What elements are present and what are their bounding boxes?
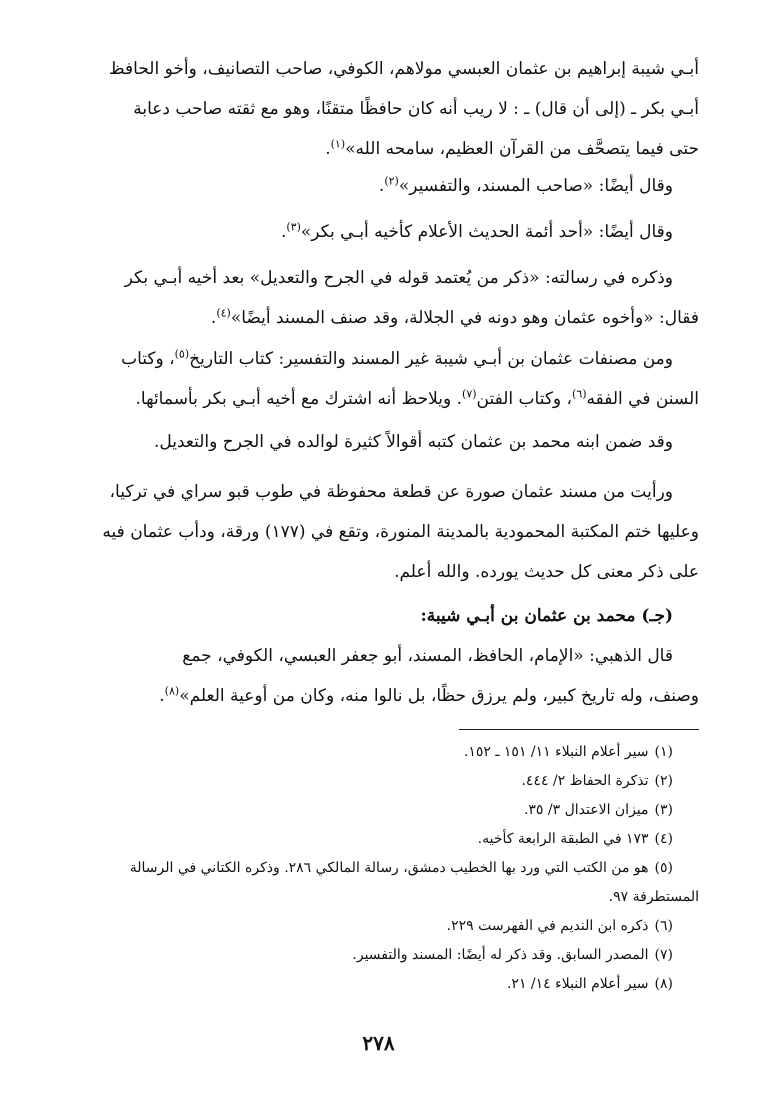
heading-text: (جـ) محمد بن عثمان بن أبـي شيبة: (420, 606, 673, 626)
footnote-text: هو من الكتب التي ورد بها الخطيب دمشق، رسالة المالكي ٢٨٦. وذكره الكتاني في الرسالة (129, 860, 649, 876)
footnote-number: (٨) (654, 976, 673, 992)
footnote-item (57, 970, 699, 999)
paragraph-5 (57, 339, 699, 419)
text-line: أبـي بكر ـ (إلى أن قال) ـ : لا ريب أنه كان حافظًا متقنًا، وهو مع ثقته صاحب دعابة (133, 99, 699, 119)
footnote-text: سير أعلام النبلاء ١٤/ ٢١. (506, 976, 649, 992)
footnote-ref[interactable]: (٥) (174, 347, 190, 361)
paragraph-4 (57, 258, 699, 338)
text-line: فقال: «وأخوه عثمان وهو دونه في الجلالة، وقد صنف المسند أيضًا»$^{(٤)}$. (210, 306, 699, 328)
section-heading (57, 596, 699, 636)
footnote-ref[interactable]: (٢) (384, 174, 399, 188)
text-line: السنن في الفقه$^{(٦)}$، وكتاب الفتن$^{(٧)}$. ويلاحظ أنه اشترك مع أخيه أبـي بكر بأسمائها. (135, 387, 699, 409)
footnote-item (57, 738, 699, 767)
footnote-text: المصدر السابق. وقد ذكر له أيضًا: المسند والتفسير. (352, 947, 649, 963)
footnote-ref[interactable]: (٧) (462, 387, 477, 401)
paragraph-1 (57, 49, 699, 169)
footnote-ref[interactable]: (٦) (572, 387, 587, 401)
footnote-number: (٤) (654, 831, 673, 847)
footnote-number: (٣) (654, 802, 673, 818)
footnote-item (57, 796, 699, 825)
footnote-number: (٥) (654, 860, 673, 876)
footnote-number: (٧) (654, 947, 673, 963)
footnote-separator (459, 729, 699, 730)
paragraph-7 (57, 472, 699, 592)
footnote-ref[interactable]: (٣) (286, 220, 301, 234)
text-line: وقال أيضًا: «صاحب المسند، والتفسير»$^{(٢)}$. (378, 174, 673, 196)
footnote-number: (١) (654, 744, 673, 760)
text-line: حتى فيما يتصحَّف من القرآن العظيم، سامحه الله»$^{(١)}$. (325, 137, 699, 159)
page-number: ٢٧٨ (362, 1031, 395, 1055)
footnote-number: (٢) (654, 773, 673, 789)
footnote-continuation (57, 883, 699, 912)
footnote-text: المستطرفة ٩٧. (608, 889, 699, 905)
paragraph-6 (57, 422, 699, 462)
text-line: وعليها ختم المكتبة المحمودية بالمدينة المنورة، وتقع في (١٧٧) ورقة، ودأب عثمان فيه (102, 522, 699, 542)
footnote-text: ميزان الاعتدال ٣/ ٣٥. (523, 802, 649, 818)
text-line: ورأيت من مسند عثمان صورة عن قطعة محفوظة في طوب قبو سراي في تركيا، (109, 482, 673, 502)
text-line: وذكره في رسالته: «ذكر من يُعتمد قوله في الجرح والتعديل» بعد أخيه أبـي بكر (124, 268, 673, 288)
text-line: ومن مصنفات عثمان بن أبـي شيبة غير المسند والتفسير: كتاب التاريخ$^{(٥)}$، وكتاب (121, 347, 673, 369)
footnote-ref[interactable]: (٤) (216, 306, 231, 320)
paragraph-3 (57, 212, 699, 252)
paragraph-8 (57, 636, 699, 716)
text-line: وقال أيضًا: «أحد أئمة الحديث الأعلام كأخيه أبـي بكر»$^{(٣)}$. (280, 220, 673, 242)
footnote-item (57, 767, 699, 796)
footnote-item (57, 912, 699, 941)
footnote-item (57, 825, 699, 854)
text-line: على ذكر معنى كل حديث يورده. والله أعلم. (394, 562, 699, 582)
paragraph-2 (57, 166, 699, 206)
footnote-text: تذكرة الحفاظ ٢/ ٤٤٤. (521, 773, 649, 789)
footnotes-list (57, 738, 699, 999)
text-line: أبـي شيبة إبراهيم بن عثمان العبسي مولاهم، الكوفي، صاحب التصانيف، وأخو الحافظ (108, 59, 699, 79)
text-line: قال الذهبي: «الإمام، الحافظ، المسند، أبو جعفر العبسي، الكوفي، جمع (182, 646, 673, 666)
text-line: وصنف، وله تاريخ كبير، ولم يرزق حظًا، بل نالوا منه، وكان من أوعية العلم»$^{(٨)}$. (159, 684, 699, 706)
text-line: وقد ضمن ابنه محمد بن عثمان كتبه أقوالاً كثيرة لوالده في الجرح والتعديل. (153, 432, 673, 452)
footnote-text: ١٧٣ في الطبقة الرابعة كأخيه. (477, 831, 649, 847)
footnote-item (57, 854, 699, 883)
footnote-number: (٦) (654, 918, 673, 934)
footnote-ref[interactable]: (١) (330, 137, 346, 151)
footnote-text: ذكره ابن النديم في الفهرست ٢٢٩. (446, 918, 649, 934)
footnote-ref[interactable]: (٨) (164, 684, 180, 698)
footnote-item (57, 941, 699, 970)
footnote-text: سير أعلام النبلاء ١١/ ١٥١ ـ ١٥٢. (463, 744, 649, 760)
